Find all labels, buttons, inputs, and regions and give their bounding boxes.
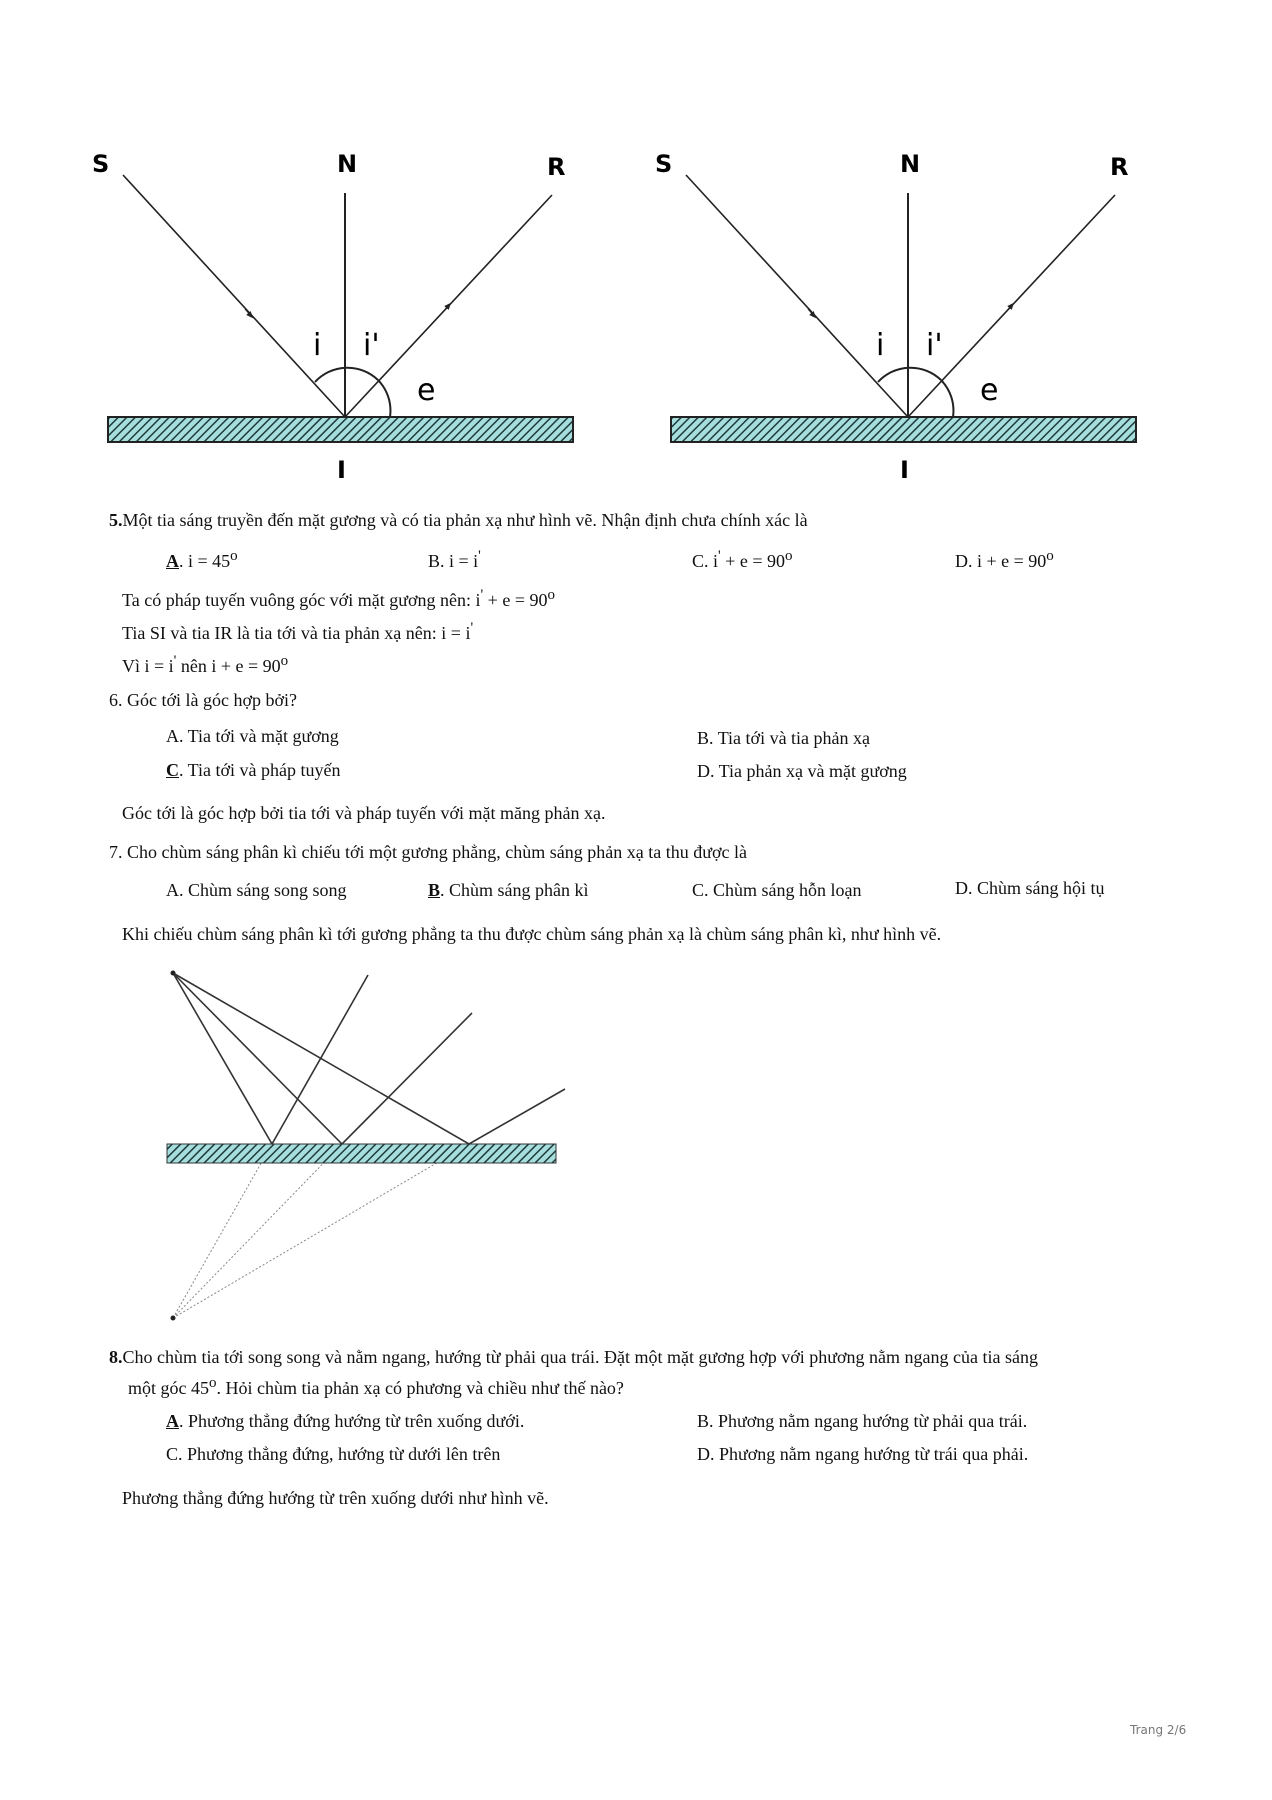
text: Tia SI và tia IR là tia tới và tia phản xạ nên: i = i — [122, 623, 471, 643]
text: Chùm sáng song song — [183, 880, 347, 900]
label-i-point: I — [900, 456, 909, 484]
q5-option-d — [955, 545, 1054, 572]
q7-explanation: Khi chiếu chùm sáng phân kì tới gương phẳng ta thu được chùm sáng phản xạ là chùm sáng phân kì, như hình vẽ. — [122, 924, 942, 944]
q7-option-d — [955, 877, 1105, 899]
q5-option-a-text: . i = 45 — [179, 551, 231, 571]
q6-option-d — [697, 760, 907, 782]
letter: A — [166, 1411, 179, 1431]
q6-option-b — [697, 727, 870, 749]
degree: o — [230, 548, 238, 564]
q7-question: 7. Cho chùm sáng phân kì chiếu tới một gương phẳng, chùm sáng phản xạ ta thu được là — [109, 842, 747, 862]
label-s: S — [655, 150, 673, 178]
q8-option-a — [166, 1410, 524, 1432]
light-source — [171, 971, 176, 976]
label-e: e — [980, 373, 999, 408]
label-i: i — [876, 328, 885, 363]
q5-option-b — [428, 545, 481, 572]
q5-explanation-2 — [122, 617, 473, 644]
angle-arc — [878, 368, 941, 382]
degree: o — [209, 1375, 217, 1391]
letter: B — [428, 880, 441, 900]
text: Vì i = i — [122, 656, 174, 676]
label-r: R — [547, 153, 566, 181]
q8-option-c — [166, 1443, 500, 1465]
letter: C. — [692, 880, 709, 900]
q5-option-a — [166, 545, 238, 572]
mirror — [671, 417, 1136, 442]
q8-question-line1 — [109, 1346, 1038, 1368]
label-i-prime: i' — [363, 328, 380, 363]
text: . Phương thẳng đứng hướng từ trên xuống dưới. — [179, 1411, 525, 1431]
q5-option-b-text: i = i — [444, 551, 479, 571]
q5-explanation-3 — [122, 650, 288, 677]
letter: D. — [697, 761, 715, 781]
q5-option-c-text2: + e = 90 — [720, 551, 786, 571]
text: . Hỏi chùm tia phản xạ có phương và chiều như thế nào? — [216, 1378, 624, 1398]
degree: o — [280, 653, 289, 669]
virtual-image — [171, 1316, 176, 1321]
prime: ' — [478, 548, 481, 564]
label-e: e — [417, 373, 436, 408]
letter: A. — [166, 880, 184, 900]
q8-option-d — [697, 1443, 1028, 1465]
prime: ' — [173, 653, 177, 669]
prime: ' — [718, 548, 721, 564]
q5-option-d-letter: D. — [955, 551, 973, 571]
text: Tia phản xạ và mặt gương — [714, 761, 907, 781]
page-number: Trang 2/6 — [1130, 1723, 1187, 1737]
text: nên i + e = 90 — [176, 656, 281, 676]
label-i-prime: i' — [926, 328, 943, 363]
incident-ray — [123, 175, 345, 417]
angle-arc-e — [378, 380, 390, 417]
q8-option-b — [697, 1410, 1027, 1432]
incident-ray — [686, 175, 908, 417]
label-n: N — [337, 150, 358, 178]
letter: C. — [166, 1444, 183, 1464]
text: Tia tới và mặt gương — [183, 726, 339, 746]
q8-question-line2 — [128, 1372, 624, 1399]
degree: o — [785, 548, 793, 564]
q7-option-b — [428, 879, 589, 901]
q5-option-b-letter: B. — [428, 551, 445, 571]
q5-text: Một tia sáng truyền đến mặt gương và có tia phản xạ như hình vẽ. Nhận định chưa chính xác là — [122, 510, 808, 530]
prime: ' — [470, 620, 474, 636]
text: Cho chùm tia tới song song và nằm ngang, hướng từ phải qua trái. Đặt một mặt gương hợp với phương nằm ngang của tia sáng — [122, 1347, 1038, 1367]
degree: o — [547, 587, 555, 603]
letter: D. — [697, 1444, 715, 1464]
q6-question: 6. Góc tới là góc hợp bởi? — [109, 690, 298, 710]
q7-option-c — [692, 879, 862, 901]
q5-option-a-letter: A — [166, 551, 179, 571]
mirror — [108, 417, 573, 442]
text: + e = 90 — [483, 590, 548, 610]
letter: D. — [955, 878, 973, 898]
degree: o — [1046, 548, 1054, 564]
q5-option-c — [692, 545, 793, 572]
text: một góc 45 — [128, 1378, 209, 1398]
q8-explanation: Phương thẳng đứng hướng từ trên xuống dưới như hình vẽ. — [122, 1488, 549, 1508]
angle-arc-e — [941, 380, 953, 417]
text: . Chùm sáng phân kì — [440, 880, 589, 900]
label-i: i — [313, 328, 322, 363]
reflection-diagram-1 — [92, 150, 573, 484]
divergent-beam-diagram — [167, 971, 565, 1321]
text: Phương thẳng đứng, hướng từ dưới lên trên — [182, 1444, 501, 1464]
letter: C — [166, 760, 179, 780]
letter: B. — [697, 1411, 714, 1431]
label-n: N — [900, 150, 921, 178]
prime: ' — [480, 587, 484, 603]
q5-explanation-1 — [122, 584, 555, 611]
q5-option-c-letter: C. — [692, 551, 709, 571]
label-r: R — [1110, 153, 1129, 181]
label-i-point: I — [337, 456, 346, 484]
label-s: S — [92, 150, 110, 178]
text: Ta có pháp tuyến vuông góc với mặt gương nên: i — [122, 590, 481, 610]
q5-option-d-text: i + e = 90 — [972, 551, 1047, 571]
q6-option-c — [166, 759, 341, 781]
text: Phương nằm ngang hướng từ trái qua phải. — [714, 1444, 1029, 1464]
q5-question — [109, 509, 808, 531]
q7-option-a — [166, 879, 347, 901]
q5-option-c-text: i — [708, 551, 719, 571]
text: Tia tới và tia phản xạ — [713, 728, 871, 748]
q6-option-a — [166, 725, 339, 747]
text: Chùm sáng hội tụ — [972, 878, 1105, 898]
angle-arc — [315, 368, 378, 382]
q5-number: 5. — [109, 510, 123, 530]
reflection-diagram-2 — [655, 150, 1136, 484]
mirror — [167, 1144, 556, 1163]
letter: A. — [166, 726, 184, 746]
text: Phương nằm ngang hướng từ phải qua trái. — [713, 1411, 1028, 1431]
q6-explanation: Góc tới là góc hợp bởi tia tới và pháp tuyến với mặt măng phản xạ. — [122, 803, 606, 823]
text: Chùm sáng hỗn loạn — [708, 880, 862, 900]
q8-number: 8. — [109, 1347, 123, 1367]
text: . Tia tới và pháp tuyến — [179, 760, 341, 780]
letter: B. — [697, 728, 714, 748]
